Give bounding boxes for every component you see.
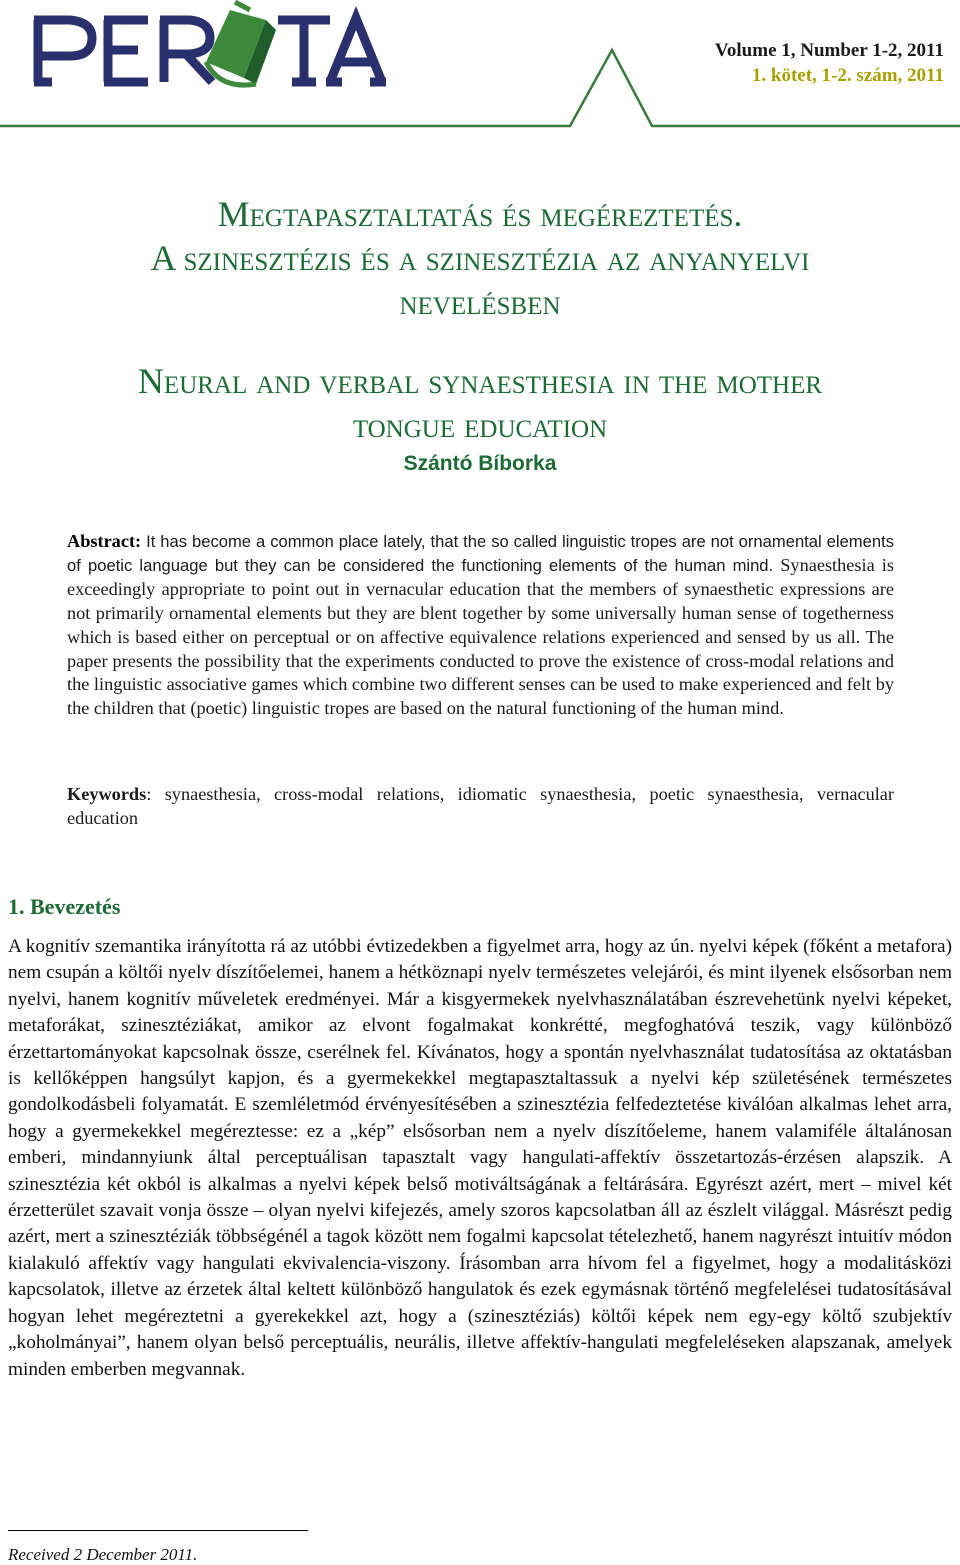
volume-info [715, 38, 944, 88]
author-name: Szántó Bíborka [403, 452, 557, 475]
abstract-body: Synaesthesia is exceedingly appropriate to point out in vernacular education that the members of synaesthetic expressions are not primarily ornamental elements but they are blent together by some universally human sense of togetherness which is based either on perceptual or on affective equivalence relations experienced and sensed by us all. The paper presents the possibility that the experiments conducted to prove the existence of cross-modal relations and the linguistic associative games which combine two different senses can be used to make experienced and felt by the children that (poetic) linguistic tropes are based on the natural functioning of the human mind. [67, 554, 894, 719]
hungarian-title-line-1: Megtapasztaltatás és megéreztetés. [217, 194, 743, 234]
hungarian-title [0, 192, 960, 324]
abstract-label: Abstract: [67, 531, 142, 551]
volume-english: Volume 1, Number 1-2, 2011 [714, 40, 944, 61]
english-title-line-2: tongue education [352, 405, 608, 445]
english-title [0, 359, 960, 447]
keywords-text: : synaesthesia, cross-modal relations, idiomatic synaesthesia, poetic synaesthesia, vernacular education [67, 784, 894, 828]
hungarian-title-line-2: A szinesztézis és a szinesztézia az anyanyelvi [150, 238, 810, 278]
received-date: Received 2 December 2011. [8, 1545, 198, 1564]
keywords [67, 782, 894, 830]
volume-hungarian: 1. kötet, 1-2. szám, 2011 [751, 65, 944, 86]
journal-header [0, 0, 960, 130]
section-body: A kognitív szemantika irányította rá az utóbbi évtizedekben a figyelmet arra, hogy az ún. nyelvi képek (főként a metafora) nem csupán a költői nyelv díszítőelemei, hanem a hétköznapi nyelv természetes velejárói, és mint ilyenek elsősorban nem nyelvi, hanem kognitív műveletek eredményei. Már a kisgyermekek nyelvhasználatában észrevehetünk nyelvi képeket, metaforákat, szinesztéziákat, amikor az elvont fogalmakat konkrétté, megfoghatóvá teszik, vagy különböző érzettartományokat kapcsolnak össze, cserélnek fel. Kívánatos, hogy a spontán nyelvhasználat tudatosítása az oktatásban is kellőképpen hangsúlyt kapjon, és a gyermekekkel megtapasztaltassuk a nyelvi kép születésének természetes gondolkodásbeli folyamatát. E szemléletmód érvényesítésében a szinesztézia felfedeztetése kiválóan alkalmas lehet arra, hogy a gyermekekkel megéreztesse: ez a „kép” elsősorban nem a nyelv díszítőeleme, hanem valamiféle általánosan emberi, mindannyiunk által perceptuálisan tapasztalt vagy hangulati-affektív összetartozás-érzésen alapszik. A szinesztézia két okból is alkalmas a nyelvi képek belső motiváltságának a feltárására. Egyrészt azért, mert – mivel két érzetterület szavait vonja össze – olyan nyelvi kifejezés, amely szoros kapcsolatban áll az észlelt világgal. Másrészt pedig azért, mert a szinesztéziák többségénél a tagok között nem fogalmi kapcsolat tételezhető, hanem nagyrészt intuitív módon kialakuló affektív vagy hangulati ekvivalencia-viszony. Írásomban arra hívom fel a figyelmet, hogy a modalitásközi kapcsolatok, illetve az érzetek által keltett különböző hangulatok és ezek egymásnak történő megfelelései tudatosításával hogyan lehet megéreztetni a gyerekekkel azt, hogy a (szinesztéziás) költői képek nem egy-egy költő szubjektív „koholmányai”, hanem olyan belső perceptuális, neurális, illetve affektív-hangulati megfeleléseken alapszanak, amelyek minden emberben megvannak. [8, 936, 952, 1380]
abstract [67, 530, 894, 721]
section-heading: 1. Bevezetés [8, 894, 121, 919]
abstract-lead: It has become a common place lately, that the so called linguistic tropes are not ornamental elements of poetic language but they can be considered the functioning elements of the human mind. [67, 532, 894, 575]
english-title-line-1: Neural and verbal synaesthesia in the mother [137, 361, 823, 401]
keywords-label: Keywords [67, 784, 147, 804]
footnote-divider [8, 1530, 308, 1531]
hungarian-title-line-3: nevelésben [399, 282, 561, 322]
